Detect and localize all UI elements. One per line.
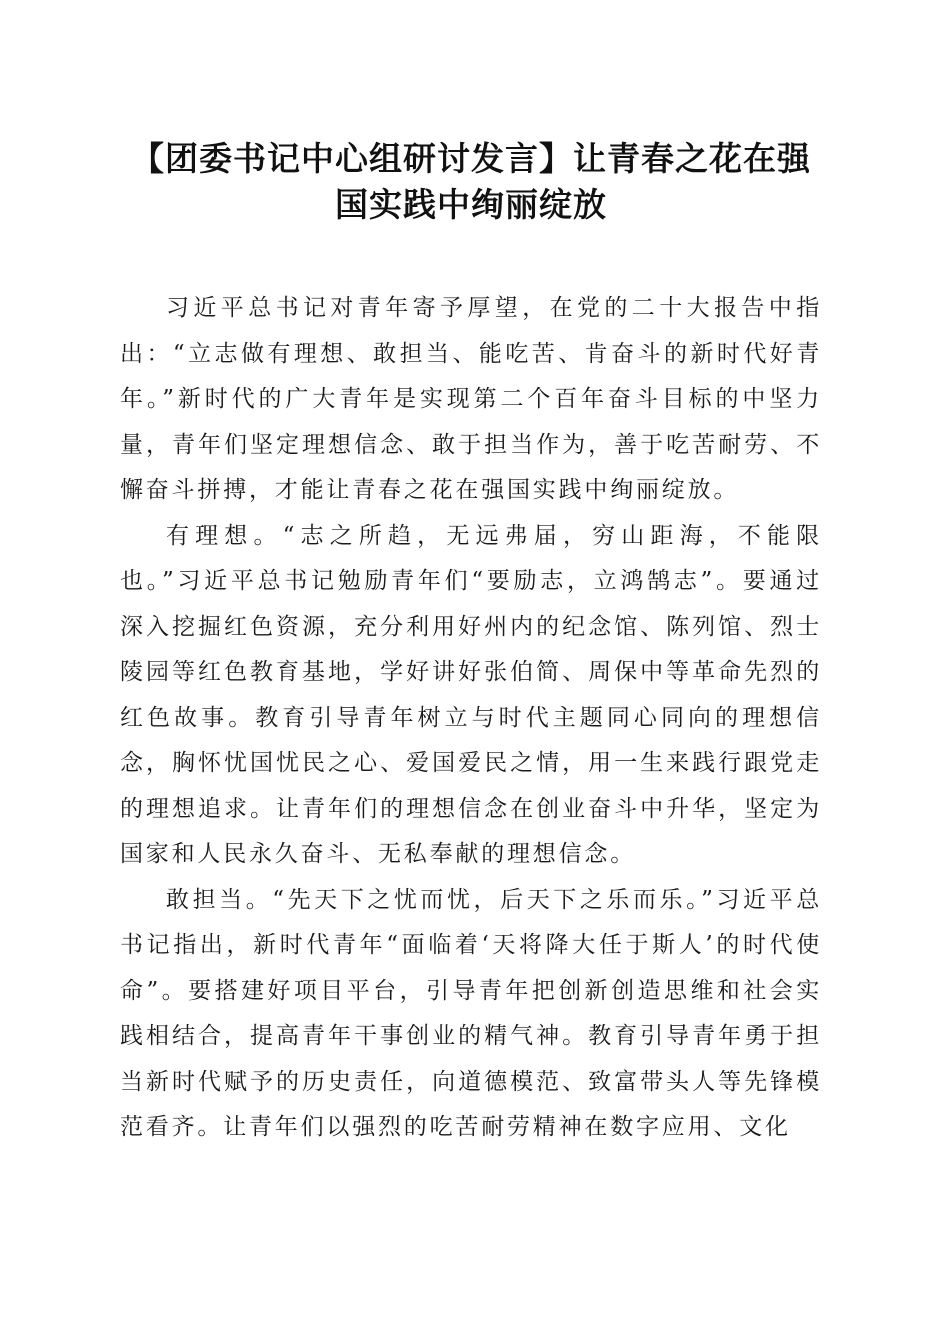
paragraph-ideals: 有理想。“志之所趋，无远弗届，穷山距海，不能限也。”习近平总书记勉励青年们“要励志，立鸿鹄志”。要通过深入挖掘红色资源，充分利用好州内的纪念馆、陈列馆、烈士陵园等红色教育基地，学好讲好张伯简、周保中等革命先烈的红色故事。教育引导青年树立与时代主题同心同向的理想信念，胸怀忧国忧民之心、爱国爱民之情，用一生来践行跟党走的理想追求。让青年们的理想信念在创业奋斗中升华，坚定为国家和人民永久奋斗、无私奉献的理想信念。	[120, 522, 822, 867]
document-title: 【团委书记中心组研讨发言】让青春之花在强国实践中绚丽绽放	[131, 139, 811, 224]
document-page	[120, 136, 822, 1151]
paragraph-intro: 习近平总书记对青年寄予厚望，在党的二十大报告中指出：“立志做有理想、敢担当、能吃苦、肯奋斗的新时代好青年。”新时代的广大青年是实现第二个百年奋斗目标的中坚力量，青年们坚定理想信念、敢于担当作为，善于吃苦耐劳、不懈奋斗拼搏，才能让青春之花在强国实践中绚丽绽放。	[120, 295, 822, 503]
document-body	[120, 286, 822, 1151]
paragraph-responsibility: 敢担当。“先天下之忧而忧，后天下之乐而乐。”习近平总书记指出，新时代青年“面临着‘天将降大任于斯人’的时代使命”。要搭建好项目平台，引导青年把创新创造思维和社会实践相结合，提高青年干事创业的精气神。教育引导青年勇于担当新时代赋予的历史责任，向道德模范、致富带头人等先锋模范看齐。让青年们以强烈的吃苦耐劳精神在数字应用、文化	[120, 886, 822, 1140]
